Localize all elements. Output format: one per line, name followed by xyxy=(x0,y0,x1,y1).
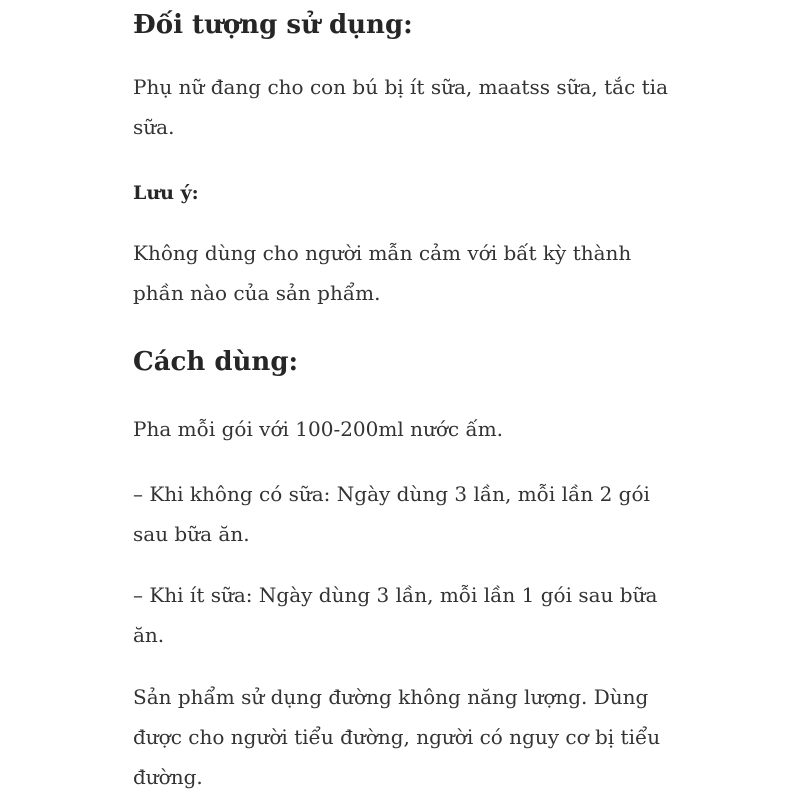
heading-luu-y: Lưu ý: xyxy=(133,182,199,204)
paragraph-duong-khong-nang-luong: Sản phẩm sử dụng đường không năng lượng. Dùng được cho người tiểu đường, người có nguy cơ bị tiểu đường. xyxy=(133,685,661,789)
heading-doi-tuong-su-dung: Đối tượng sử dụng: xyxy=(133,10,413,40)
heading-cach-dung: Cách dùng: xyxy=(133,347,299,377)
paragraph-khi-it-sua: – Khi ít sữa: Ngày dùng 3 lần, mỗi lần 1 gói sau bữa ăn. xyxy=(133,583,658,647)
paragraph-khi-khong-co-sua: – Khi không có sữa: Ngày dùng 3 lần, mỗi lần 2 gói sau bữa ăn. xyxy=(133,482,650,546)
paragraph-luu-y: Không dùng cho người mẫn cảm với bất kỳ thành phần nào của sản phẩm. xyxy=(133,241,632,305)
paragraph-pha-goi: Pha mỗi gói với 100-200ml nước ấm. xyxy=(133,417,504,441)
paragraph-doi-tuong: Phụ nữ đang cho con bú bị ít sữa, maatss sữa, tắc tia sữa. xyxy=(133,75,668,139)
